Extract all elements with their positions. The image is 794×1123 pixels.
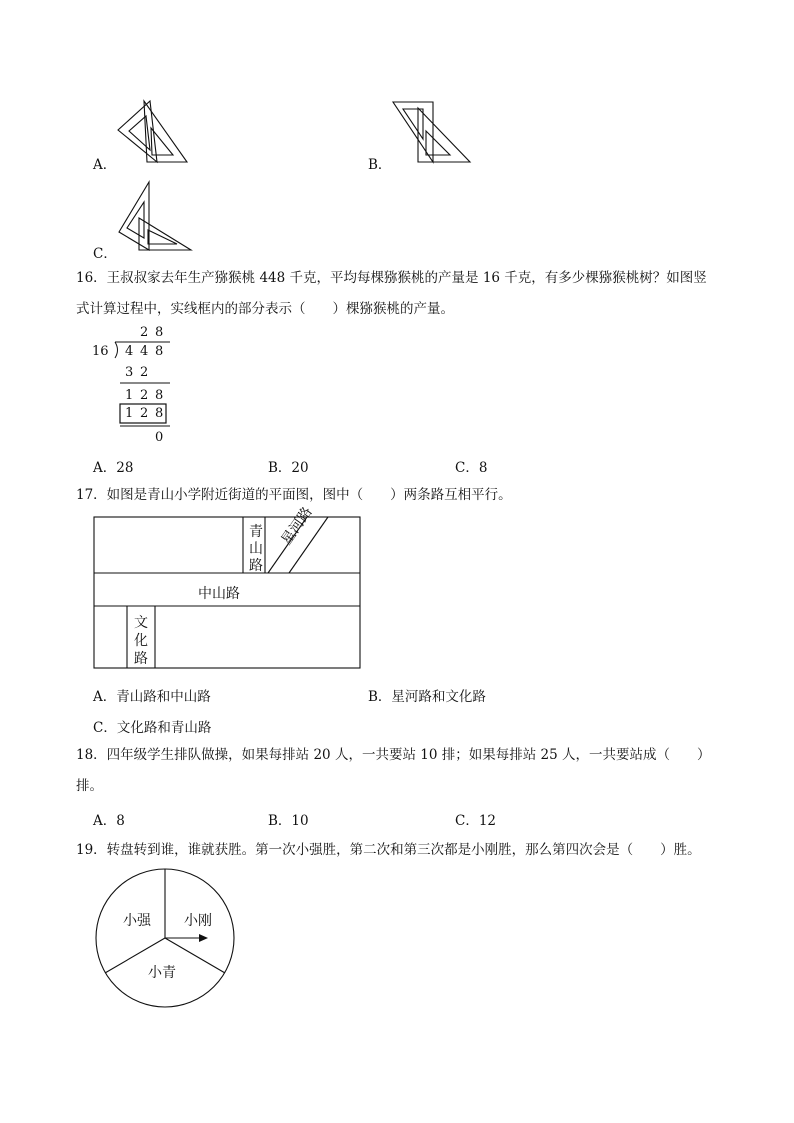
q17-text: 17．如图是青山小学附近街道的平面图，图中（ ）两条路互相平行。 <box>76 487 512 503</box>
dividend-digit-3: 8 <box>155 344 164 359</box>
q15-option-a-figure <box>115 98 195 168</box>
q16-option-b[interactable]: B．20 <box>268 460 309 476</box>
zhongshan-road-label: 中山路 <box>198 586 240 602</box>
spinner-sector-xiaogang: 小刚 <box>184 913 212 929</box>
spinner-wheel <box>92 868 240 1010</box>
q15-option-c-figure <box>115 180 195 255</box>
q16-text-line2: 式计算过程中，实线框内的部分表示（ ）棵猕猴桃的产量。 <box>76 301 454 317</box>
step2-digit-3: 8 <box>155 388 164 403</box>
wenhua-road-char-2: 化 <box>134 633 148 649</box>
spinner-arrow-head <box>199 934 208 942</box>
dividend-digit-1: 4 <box>125 344 134 359</box>
q16-option-a[interactable]: A．28 <box>93 460 134 476</box>
step3-digit-2: 2 <box>140 406 149 421</box>
q16-text-line1: 16．王叔叔家去年生产猕猴桃 448 千克，平均每棵猕猴桃的产量是 16 千克，有多少棵猕猴桃树？如图竖 <box>76 270 707 286</box>
q18-option-c[interactable]: C．12 <box>455 813 497 829</box>
qingshan-road-char-3: 路 <box>249 558 263 574</box>
xinghe-road-label: 星河路 <box>278 504 316 548</box>
divisor: 16 <box>92 344 109 359</box>
q18-option-a[interactable]: A．8 <box>93 813 125 829</box>
step1-digit-2: 2 <box>140 365 149 380</box>
q17-option-a[interactable]: A．青山路和中山路 <box>93 689 211 705</box>
spinner-sector-xiaoqing: 小青 <box>148 965 176 981</box>
step2-digit-2: 2 <box>140 388 149 403</box>
wenhua-road-char-1: 文 <box>134 615 148 631</box>
q15-option-b-label: B． <box>368 157 392 173</box>
step3-digit-3: 8 <box>155 406 164 421</box>
q15-option-a-label: A． <box>93 157 117 173</box>
spinner-sector-xiaoqiang: 小强 <box>123 913 151 929</box>
q18-text-line2: 排。 <box>76 778 103 794</box>
remainder: 0 <box>155 430 164 445</box>
quotient-digit-2: 8 <box>155 325 164 340</box>
quotient-digit-1: 2 <box>140 325 149 340</box>
step2-digit-1: 1 <box>125 388 134 403</box>
qingshan-road-char-1: 青 <box>249 524 263 540</box>
q18-option-b[interactable]: B．10 <box>268 813 309 829</box>
dividend-digit-2: 4 <box>140 344 149 359</box>
q19-text: 19．转盘转到谁，谁就获胜。第一次小强胜，第二次和第三次都是小刚胜，那么第四次会是（ ）胜。 <box>76 842 701 858</box>
step1-digit-1: 3 <box>125 365 134 380</box>
step3-digit-1: 1 <box>125 406 134 421</box>
wenhua-road-char-3: 路 <box>134 651 148 667</box>
q17-option-c[interactable]: C．文化路和青山路 <box>93 720 212 736</box>
q16-option-c[interactable]: C．8 <box>455 460 488 476</box>
q15-option-c-label: C． <box>93 246 117 262</box>
q17-option-b[interactable]: B．星河路和文化路 <box>368 689 486 705</box>
q18-text-line1: 18．四年级学生排队做操，如果每排站 20 人，一共要站 10 排；如果每排站 25 人，一共要站成（ ） <box>76 747 711 763</box>
qingshan-road-char-2: 山 <box>249 541 263 557</box>
q15-option-b-figure <box>390 98 475 168</box>
